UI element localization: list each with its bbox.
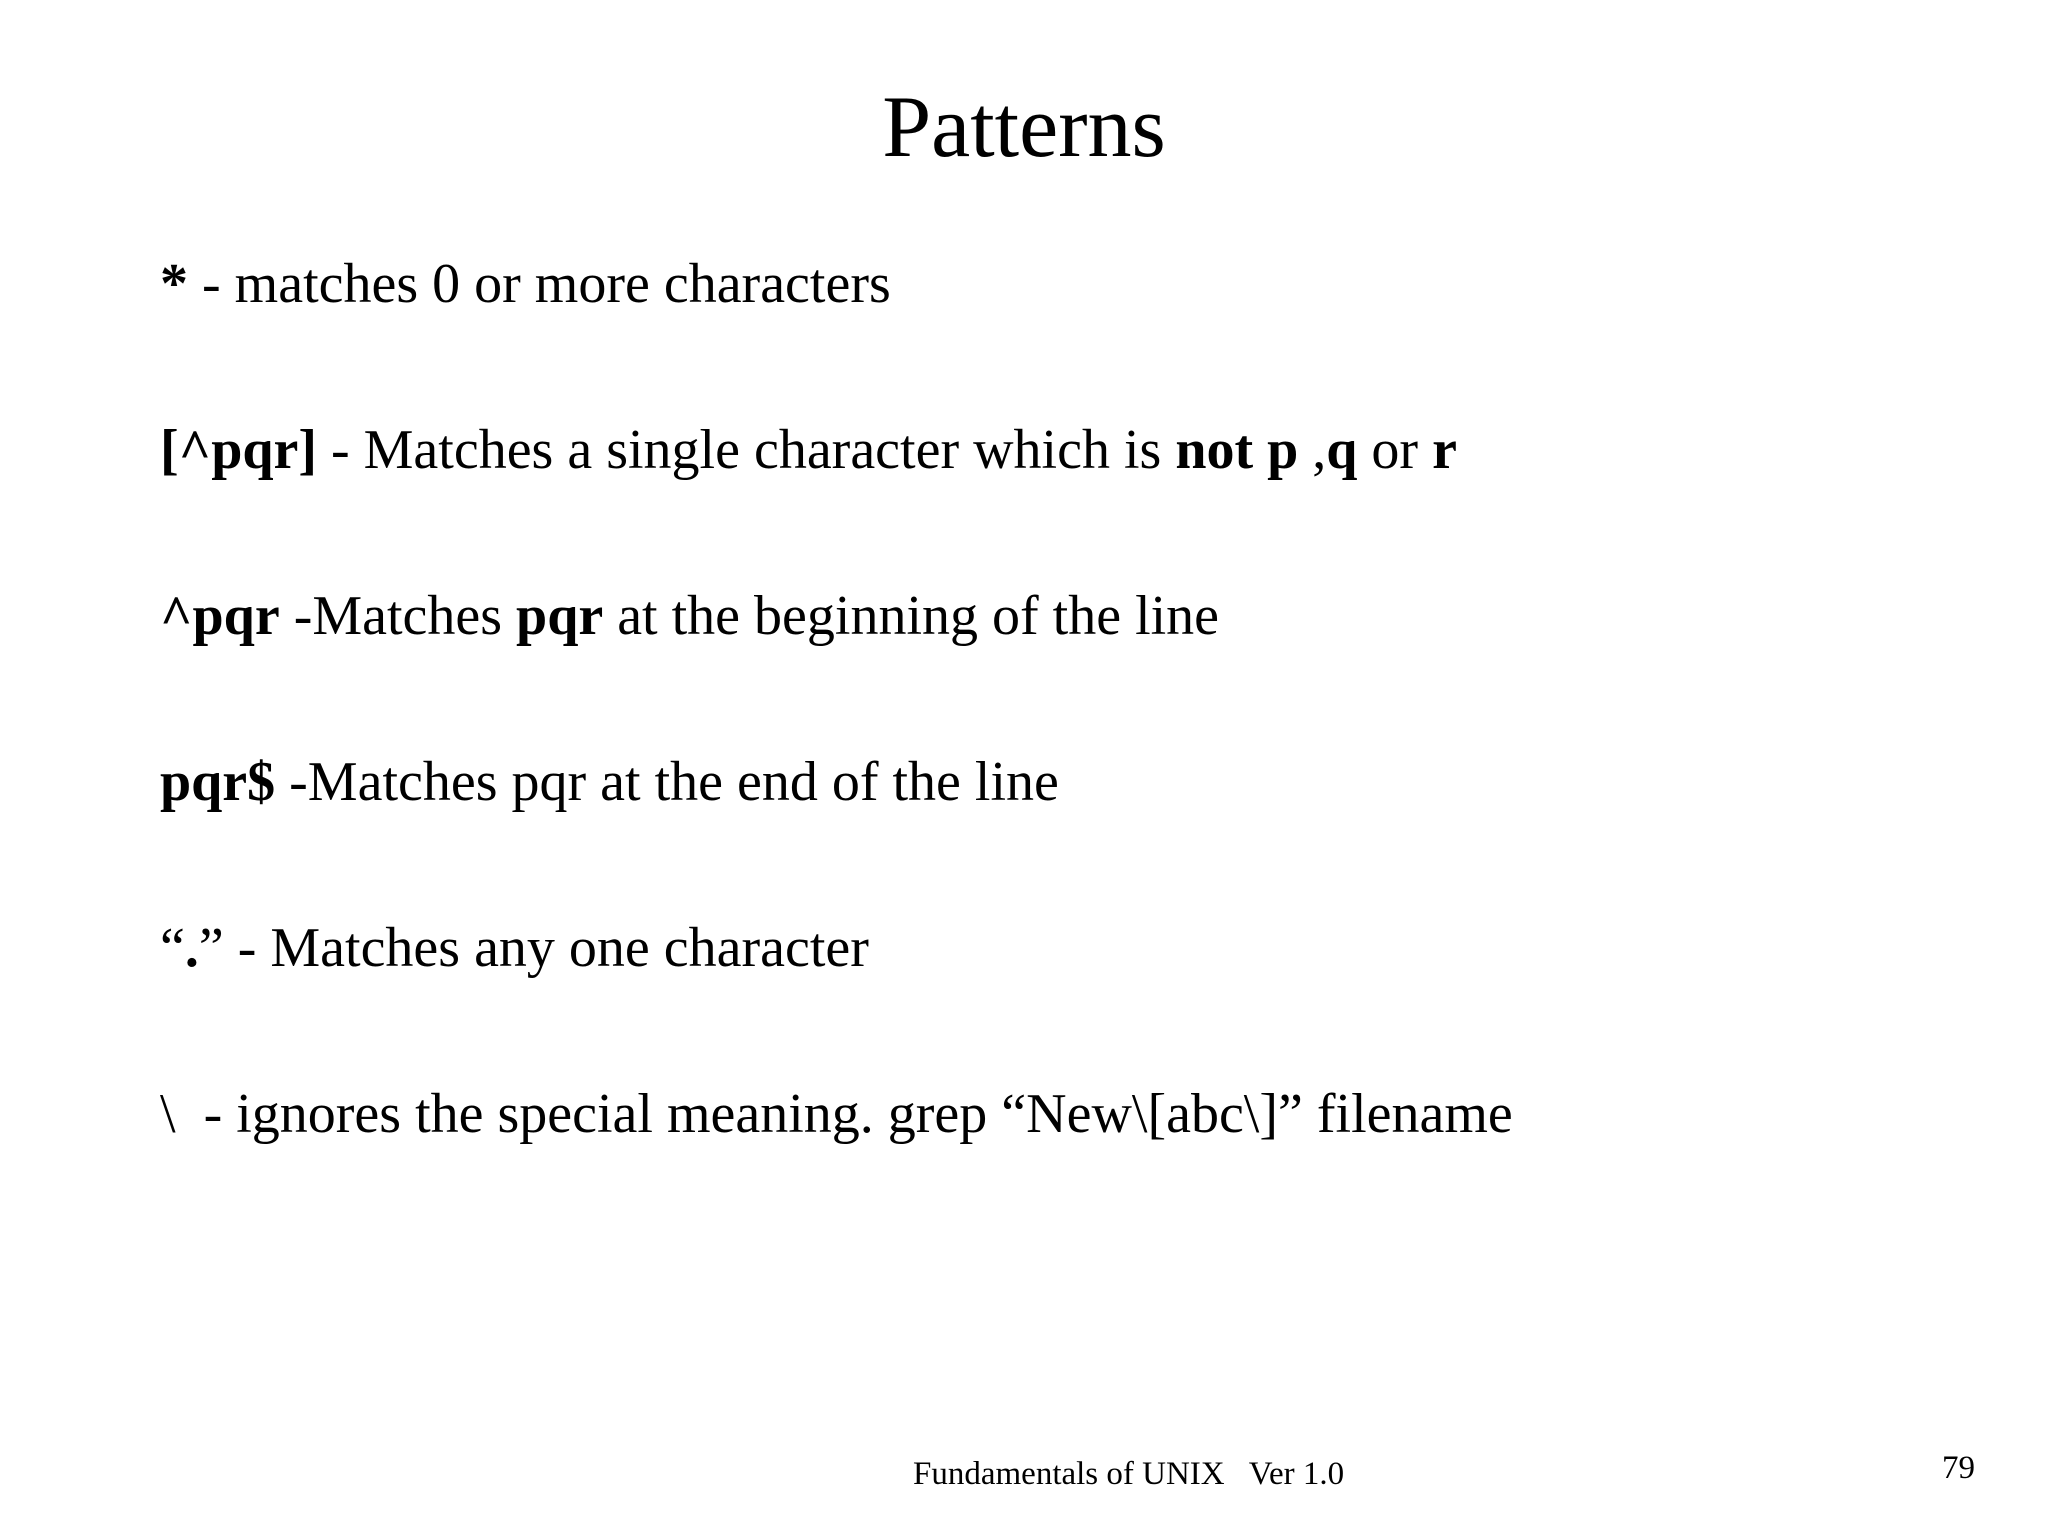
pattern-description: -Matches: [279, 585, 517, 647]
pattern-description: ” - Matches any one character: [198, 917, 869, 979]
pattern-symbol: ^pqr: [160, 585, 280, 647]
pattern-description: - Matches a single character which is: [316, 419, 1176, 481]
emphasis-text: not p: [1175, 419, 1299, 481]
pattern-symbol: [^pqr]: [160, 419, 317, 481]
pattern-line-line-end: [160, 746, 1059, 818]
pattern-description: ,: [1298, 419, 1327, 481]
emphasis-text: pqr: [516, 585, 604, 647]
pattern-description: or: [1357, 419, 1433, 481]
pattern-description: - ignores the special meaning. grep “New\[abc\]” filename: [175, 1083, 1513, 1145]
pattern-line-asterisk: [160, 248, 891, 320]
pattern-symbol: *: [160, 253, 188, 315]
pattern-description: -Matches pqr at the end of the line: [275, 751, 1059, 813]
pattern-description: - matches 0 or more characters: [188, 253, 891, 315]
pattern-symbol: pqr$: [160, 751, 276, 813]
page-number: 79: [1942, 1450, 1975, 1486]
pattern-line-any-char: [160, 912, 869, 984]
pattern-line-negated-class: [160, 414, 1457, 486]
pattern-symbol: \: [160, 1083, 176, 1145]
pattern-description: at the beginning of the line: [603, 585, 1220, 647]
emphasis-text: q: [1326, 419, 1358, 481]
pattern-symbol: .: [184, 917, 199, 979]
pattern-line-escape: [160, 1078, 1513, 1150]
slide-title: Patterns: [882, 79, 1166, 176]
quote-mark: “: [160, 917, 185, 979]
pattern-line-line-start: [160, 580, 1219, 652]
emphasis-text: r: [1432, 419, 1457, 481]
footer-text: Fundamentals of UNIX Ver 1.0: [913, 1456, 1345, 1492]
